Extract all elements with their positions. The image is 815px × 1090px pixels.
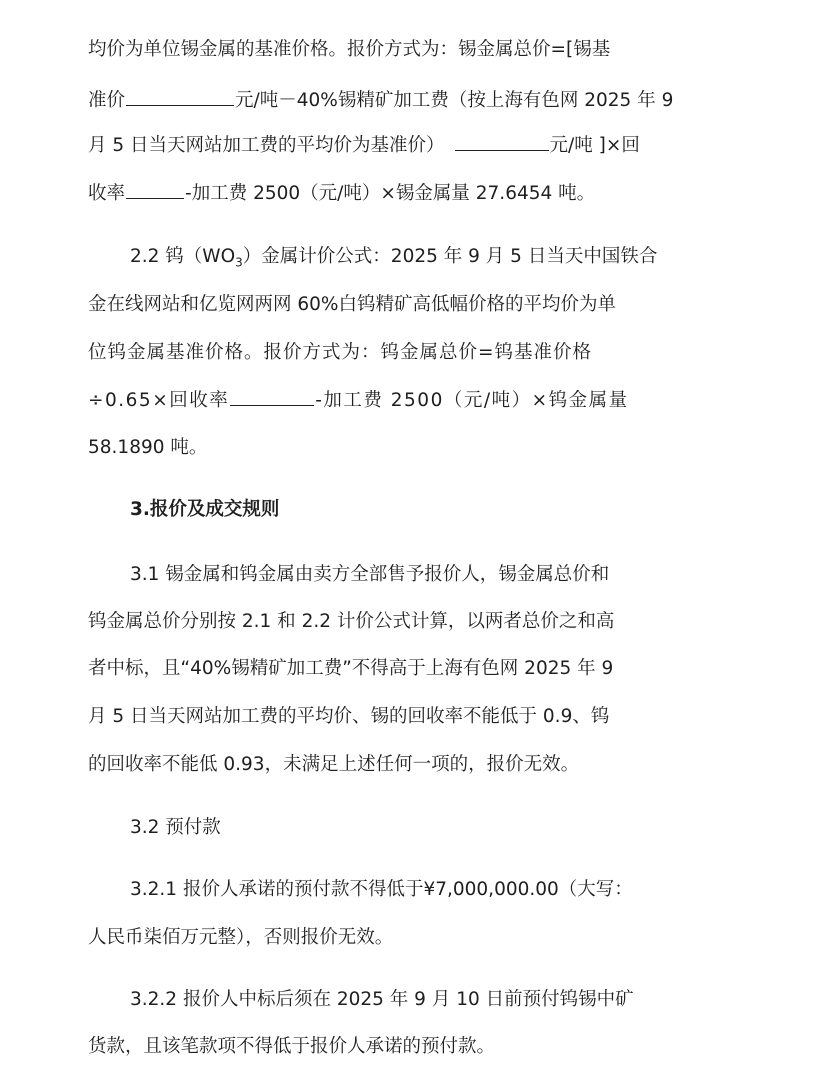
text: 3.报价及成交规则 (130, 499, 280, 520)
text: 月 5 日当天网站加工费的平均价、锡的回收率不能低于 0.9、钨 (88, 706, 610, 727)
para-3-2-1-line-2 (88, 924, 393, 952)
text: ）金属计价公式：2025 年 9 月 5 日当天中国铁合 (242, 246, 658, 267)
tin-recovery-rate-blank[interactable] (126, 179, 184, 199)
para-3-2-2-line-1 (130, 986, 634, 1014)
para-3-1-line-1 (130, 561, 609, 589)
text: 者中标，且“40%锡精矿加工费”不得高于上海有色网 2025 年 9 (88, 658, 614, 679)
text: 金在线网站和亿览网两网 60%白钨精矿高低幅价格的平均价为单 (88, 294, 617, 315)
para-tungsten-line-2 (88, 291, 616, 319)
text: 3.2.2 报价人中标后须在 2025 年 9 月 10 日前预付钨锡中矿 (130, 989, 634, 1010)
text: 位钨金属基准价格。报价方式为：钨金属总价=钨基准价格 (88, 342, 593, 363)
text: -加工费 2500（元/吨）×钨金属量 (315, 390, 629, 411)
text: 3.1 锡金属和钨金属由卖方全部售予报价人，锡金属总价和 (130, 564, 610, 585)
para-3-1-line-5 (88, 751, 579, 779)
para-tungsten-line-4 (88, 386, 629, 414)
section-heading (130, 496, 279, 524)
para-tungsten-line-3 (88, 339, 592, 367)
text: 3.2 预付款 (130, 817, 221, 838)
para-tungsten-line-1 (130, 243, 657, 271)
text: 月 5 日当天网站加工费的平均价为基准价） (88, 135, 445, 156)
text: 均价为单位锡金属的基准价格。报价方式为：锡金属总价=[锡基 (88, 39, 611, 60)
text: 钨金属总价分别按 2.1 和 2.2 计价公式计算，以两者总价之和高 (88, 611, 615, 632)
text: 元/吨－40%锡精矿加工费（按上海有色网 2025 年 9 (235, 90, 674, 111)
para-tungsten-line-5 (88, 434, 207, 462)
text: 收率 (88, 183, 126, 204)
para-3-1-line-3 (88, 655, 613, 683)
subsection-heading (130, 814, 221, 842)
text: -加工费 2500（元/吨）×锡金属量 27.6454 吨。 (185, 183, 596, 204)
text: 货款，且该笔款项不得低于报价人承诺的预付款。 (88, 1036, 496, 1057)
para-tin-line-4 (88, 179, 595, 207)
para-tin-line-2 (88, 86, 673, 114)
text: 的回收率不能低 0.93，未满足上述任何一项的，报价无效。 (88, 754, 580, 775)
text: 2.2 钨（WO (130, 246, 236, 267)
para-3-1-line-2 (88, 608, 614, 636)
subscript: 3 (235, 255, 243, 270)
tin-base-price-blank[interactable] (126, 86, 234, 106)
tin-processing-fee-blank[interactable] (455, 131, 549, 151)
para-3-2-1-line-1 (130, 876, 633, 904)
para-tin-line-3 (88, 131, 640, 159)
text: 元/吨 ]×回 (549, 135, 640, 156)
para-tin-line-1 (88, 36, 610, 64)
text: ÷0.65×回收率 (88, 390, 230, 411)
para-3-1-line-4 (88, 703, 609, 731)
tungsten-recovery-rate-blank[interactable] (230, 386, 314, 406)
text: 准价 (88, 90, 126, 111)
text: 人民币柒佰万元整），否则报价无效。 (88, 927, 394, 948)
para-3-2-2-line-2 (88, 1033, 495, 1061)
text: 3.2.1 报价人承诺的预付款不得低于¥7,000,000.00（大写： (130, 879, 633, 900)
text: 58.1890 吨。 (88, 437, 208, 458)
